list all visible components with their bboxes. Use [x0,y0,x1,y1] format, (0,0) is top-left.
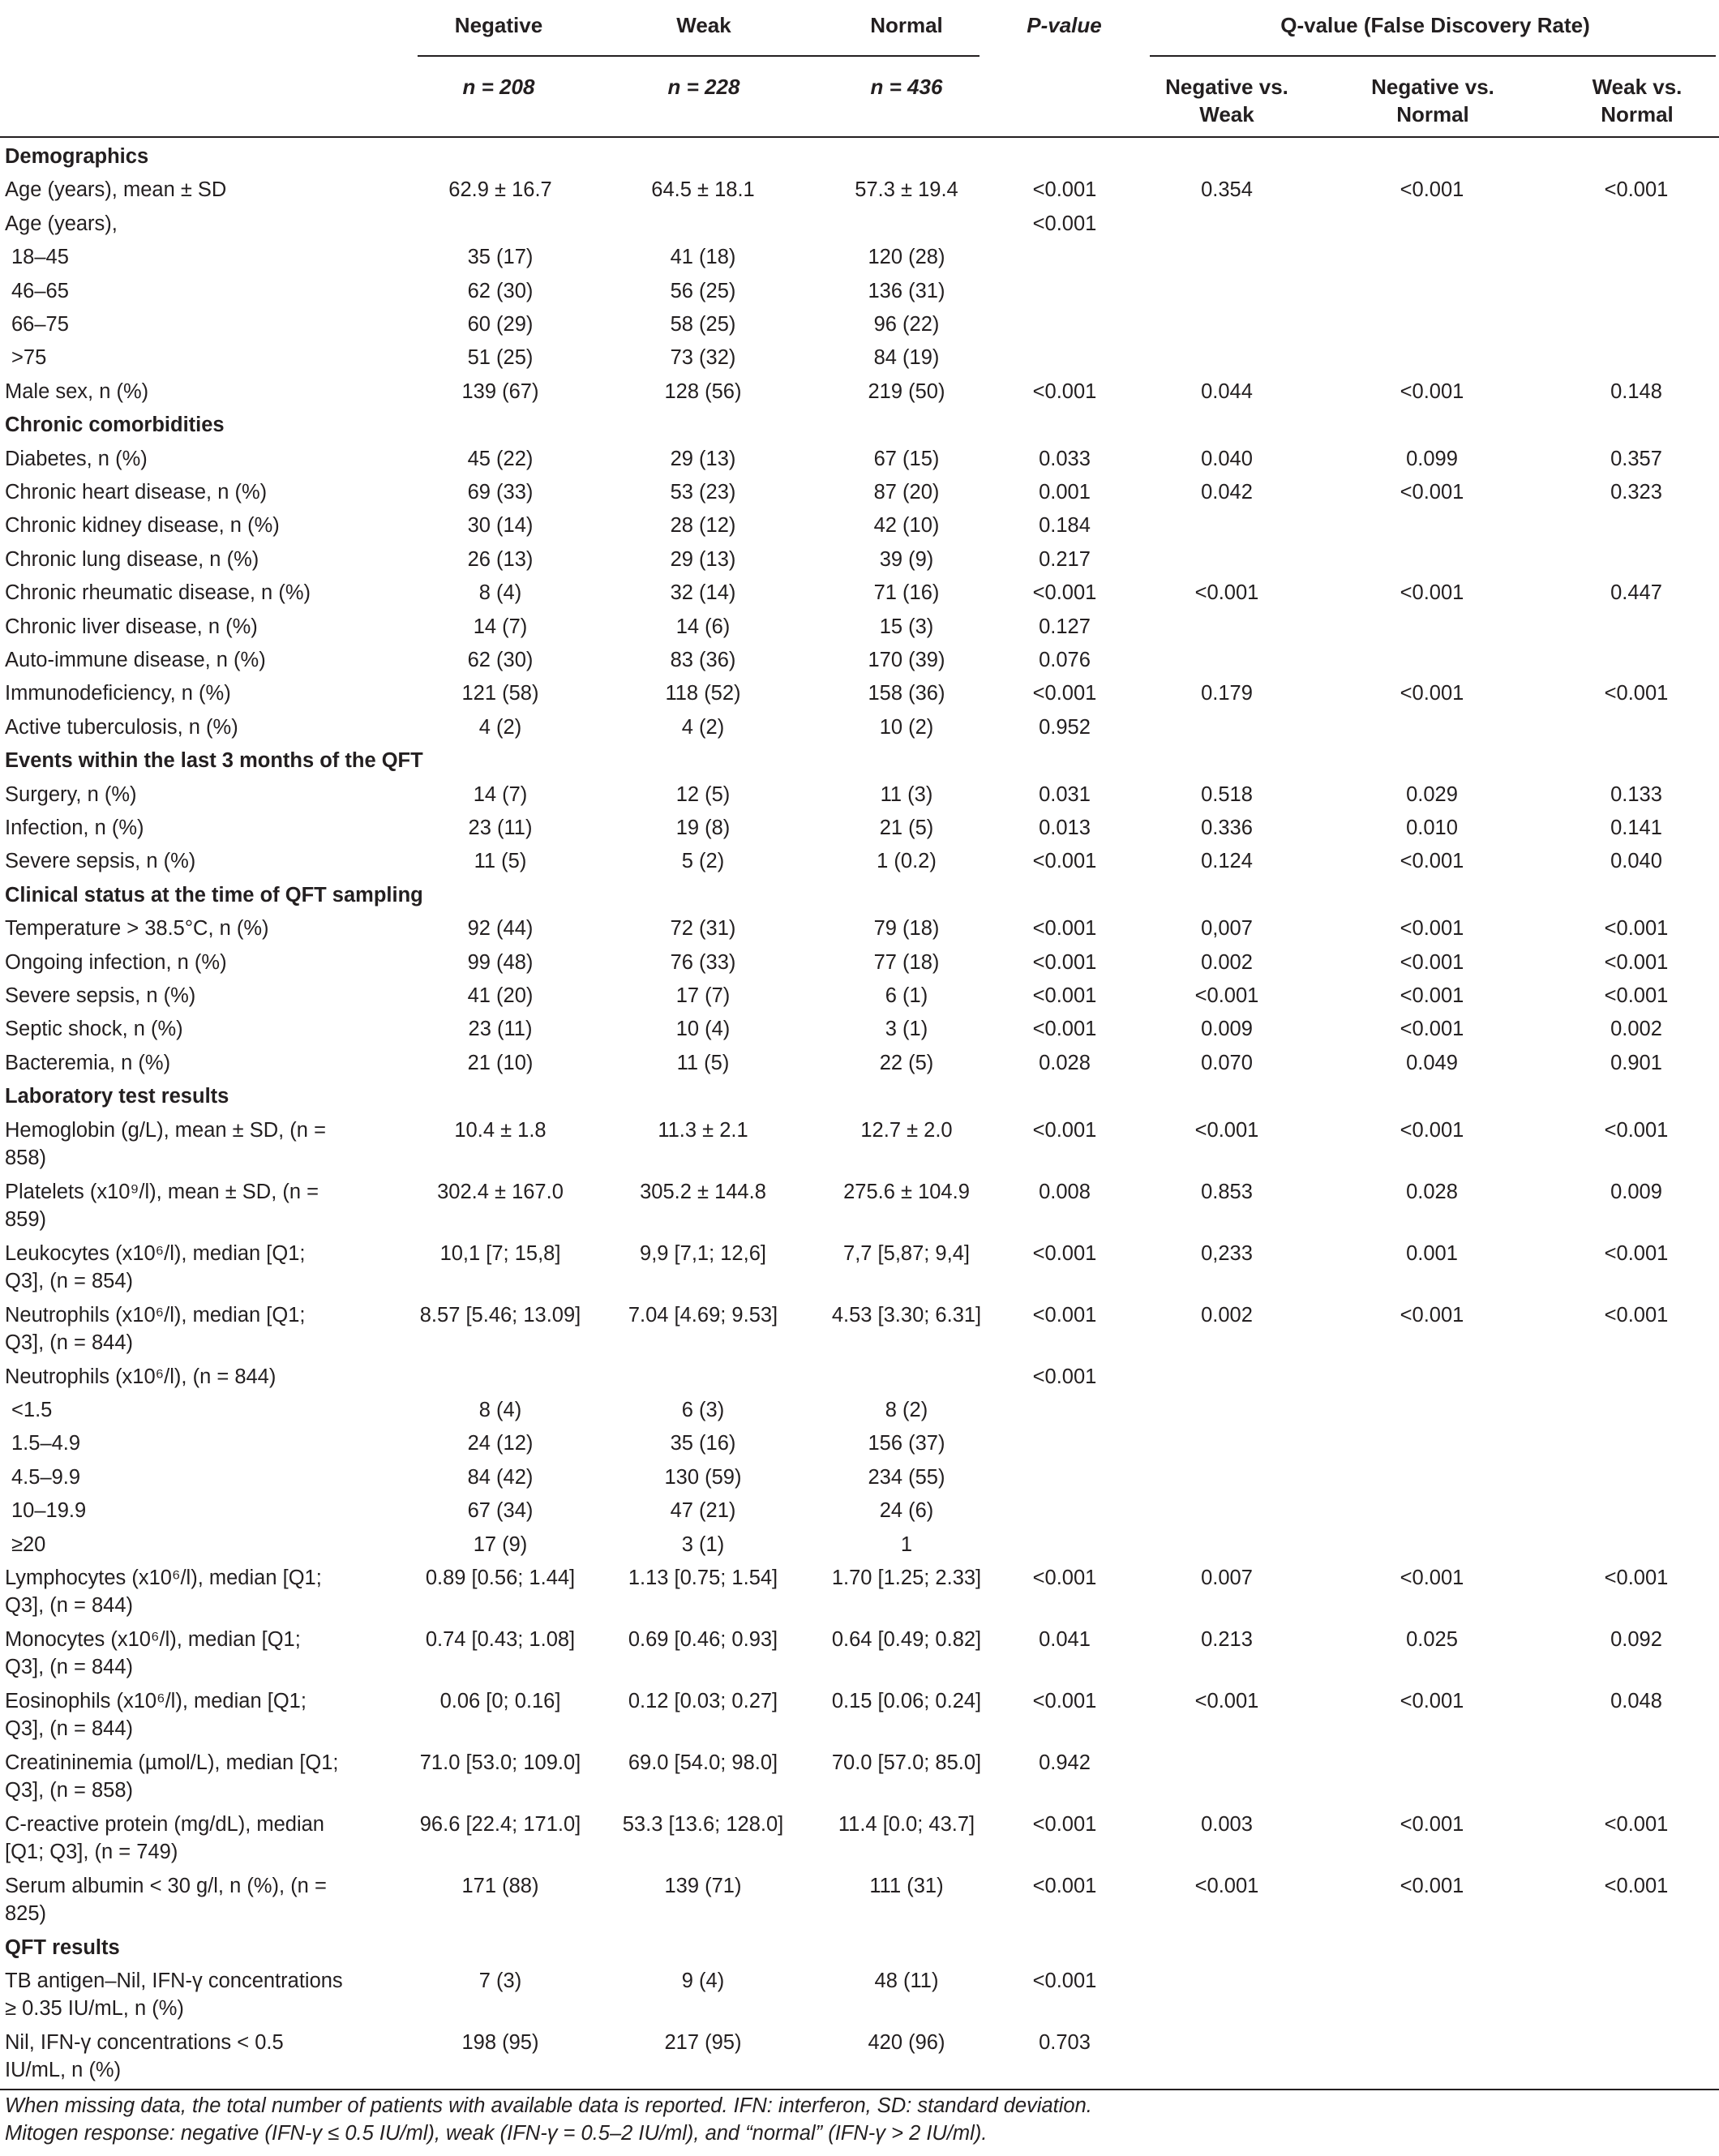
row-label: Platelets (x10⁹/l), mean ± SD, (n = 859) [5,1180,319,1231]
row-label: Diabetes, n (%) [5,447,148,470]
row-label: 4.5–9.9 [11,1465,81,1489]
cell-weak: 83 (36) [670,649,736,671]
cell-p-value: <0.001 [1032,212,1097,235]
cell-normal: 7,7 [5,87; 9,4] [843,1241,970,1265]
cell-weak: 76 (33) [670,950,736,974]
cell-weak: 12 (5) [675,782,731,806]
cell-q-weak-vs-normal: 0.002 [1610,1018,1662,1041]
cell-q-neg-vs-normal: <0.001 [1400,581,1464,605]
cell-q-neg-vs-normal: 0.001 [1406,1241,1458,1265]
section-heading: Demographics [5,145,149,168]
cell-normal: 11 (3) [880,782,933,806]
cell-p-value: <0.001 [1032,917,1097,941]
cell-negative: 4 (2) [478,715,522,739]
row-label: Immunodeficiency, n (%) [5,682,231,705]
cell-q-weak-vs-normal: 0.009 [1610,1180,1662,1203]
cell-negative: 51 (25) [467,346,534,370]
cell-q-neg-vs-weak: 0.042 [1201,481,1253,504]
row-label: Temperature > 38.5°C, n (%) [5,917,269,941]
cell-p-value: <0.001 [1032,850,1097,873]
cell-negative: 41 (20) [467,984,534,1007]
cell-p-value: 0.033 [1039,447,1091,470]
cell-q-neg-vs-weak: 0.044 [1201,379,1253,403]
cell-p-value: 0.001 [1039,481,1091,504]
cell-p-value: <0.001 [1032,682,1097,705]
cell-weak: 35 (16) [670,1432,736,1455]
cell-negative: 8 (4) [478,581,522,605]
count-negative: n = 208 [462,75,535,99]
cell-weak: 64.5 ± 18.1 [651,178,755,202]
cell-p-value: <0.001 [1032,1690,1097,1712]
cell-weak: 41 (18) [670,246,736,269]
row-label: Nil, IFN-γ concentrations < 0.5 IU/mL, n (%) [5,2031,284,2082]
cell-normal: 57.3 ± 19.4 [855,178,958,202]
cell-q-neg-vs-normal: 0.049 [1406,1051,1458,1074]
row-label: Age (years), mean ± SD [5,178,227,202]
cell-negative: 198 (95) [461,2031,539,2055]
cell-q-neg-vs-weak: 0.003 [1201,1813,1253,1836]
cell-q-neg-vs-normal: <0.001 [1400,1813,1464,1836]
cell-weak: 69.0 [54.0; 98.0] [628,1751,778,1774]
row-label: <1.5 [11,1399,53,1421]
cell-weak: 0.69 [0.46; 0.93] [628,1628,778,1651]
cell-p-value: <0.001 [1032,1365,1097,1388]
cell-normal: 1 [900,1532,913,1556]
header-negative: Negative [454,13,543,37]
cell-weak: 58 (25) [670,313,736,336]
cell-q-neg-vs-normal: <0.001 [1400,481,1464,504]
cell-p-value: 0.703 [1039,2031,1091,2055]
cell-q-weak-vs-normal: 0.323 [1610,481,1662,504]
cell-p-value: <0.001 [1032,1018,1097,1041]
cell-normal: 96 (22) [873,313,940,336]
cell-q-neg-vs-normal: <0.001 [1400,1118,1464,1142]
row-label: Neutrophils (x10⁶/l), (n = 844) [5,1365,276,1388]
cell-negative: 8.57 [5.46; 13.09] [419,1303,581,1327]
cell-normal: 170 (39) [868,649,945,671]
cell-normal: 6 (1) [885,984,928,1007]
cell-q-neg-vs-normal: <0.001 [1400,850,1464,873]
cell-weak: 305.2 ± 144.8 [640,1180,766,1203]
row-label: Eosinophils (x10⁶/l), median [Q1; Q3], (n = 844) [5,1690,307,1740]
cell-p-value: 0.942 [1039,1751,1091,1774]
cell-weak: 118 (52) [665,682,741,705]
cell-weak: 28 (12) [670,514,736,538]
cell-q-neg-vs-weak: <0.001 [1194,1875,1259,1897]
cell-p-value: <0.001 [1032,1970,1097,1993]
row-label: ≥20 [11,1532,46,1556]
cell-normal: 120 (28) [868,246,945,269]
cell-weak: 128 (56) [664,379,742,403]
cell-weak: 9 (4) [681,1970,725,1993]
cell-normal: 156 (37) [868,1432,945,1455]
cell-weak: 73 (32) [670,346,736,370]
row-label: Infection, n (%) [5,817,144,839]
cell-q-neg-vs-normal: <0.001 [1400,379,1464,403]
row-label: Bacteremia, n (%) [5,1051,171,1074]
row-label: Chronic rheumatic disease, n (%) [5,581,311,605]
cell-weak: 11 (5) [676,1051,730,1074]
cell-q-neg-vs-weak: 0.040 [1201,447,1253,470]
cell-q-neg-vs-normal: 0.099 [1406,447,1458,470]
cell-q-weak-vs-normal: 0.048 [1610,1690,1662,1712]
cell-q-neg-vs-normal: <0.001 [1400,1303,1464,1327]
header-divider-q [1150,55,1716,57]
cell-normal: 136 (31) [868,279,945,302]
cell-q-neg-vs-weak: 0.518 [1201,782,1253,806]
cell-p-value: 0.008 [1039,1180,1091,1203]
cell-p-value: <0.001 [1032,581,1097,605]
cell-normal: 0.15 [0.06; 0.24] [831,1690,982,1712]
cell-p-value: 0.217 [1039,547,1091,571]
cell-p-value: <0.001 [1032,178,1097,202]
cell-p-value: <0.001 [1032,1567,1097,1589]
cell-q-neg-vs-weak: 0,233 [1201,1241,1253,1265]
cell-q-neg-vs-weak: 0.002 [1201,950,1253,974]
cell-normal: 158 (36) [868,682,945,705]
cell-normal: 67 (15) [873,447,940,470]
row-label: 1.5–4.9 [11,1432,81,1455]
cell-normal: 39 (9) [879,547,934,571]
cell-q-neg-vs-weak: 0.124 [1201,850,1253,873]
cell-q-neg-vs-normal: <0.001 [1400,1875,1464,1897]
cell-normal: 0.64 [0.49; 0.82] [831,1628,982,1651]
row-label: Auto-immune disease, n (%) [5,649,266,671]
cell-q-weak-vs-normal: 0.447 [1610,581,1662,605]
cell-q-neg-vs-weak: 0.007 [1201,1567,1253,1589]
cell-p-value: 0.184 [1039,514,1091,538]
row-label: Severe sepsis, n (%) [5,850,196,873]
row-label: Creatininemia (µmol/L), median [Q1; Q3], (n = 858) [5,1751,339,1802]
section-heading: QFT results [5,1936,120,1959]
cell-p-value: <0.001 [1032,379,1097,403]
cell-p-value: <0.001 [1032,984,1097,1007]
cell-negative: 7 (3) [478,1970,522,1993]
cell-q-weak-vs-normal: <0.001 [1604,950,1669,974]
cell-negative: 302.4 ± 167.0 [437,1180,564,1203]
cell-normal: 21 (5) [879,817,934,839]
cell-p-value: 0.127 [1039,615,1091,638]
cell-p-value: 0.076 [1039,649,1091,671]
cell-negative: 60 (29) [467,313,534,336]
cell-q-neg-vs-weak: <0.001 [1194,984,1259,1007]
cell-weak: 0.12 [0.03; 0.27] [628,1690,778,1712]
cell-q-neg-vs-normal: <0.001 [1400,1018,1464,1041]
cell-q-neg-vs-normal: 0.028 [1406,1180,1458,1203]
cell-q-weak-vs-normal: <0.001 [1604,1241,1669,1265]
row-label: Age (years), [5,212,118,235]
cell-normal: 22 (5) [879,1051,934,1074]
cell-q-weak-vs-normal: <0.001 [1604,1813,1669,1836]
row-label: Monocytes (x10⁶/l), median [Q1; Q3], (n = 844) [5,1628,301,1678]
cell-q-neg-vs-weak: 0.336 [1201,817,1253,839]
cell-weak: 130 (59) [664,1465,742,1489]
row-label: C-reactive protein (mg/dL), median [Q1; Q3], (n = 749) [5,1813,324,1863]
count-weak: n = 228 [667,75,740,99]
cell-q-neg-vs-normal: 0.010 [1406,817,1458,839]
cell-normal: 70.0 [57.0; 85.0] [831,1751,982,1774]
cell-q-neg-vs-weak: 0.009 [1201,1018,1253,1041]
row-label: 10–19.9 [11,1499,87,1523]
cell-q-neg-vs-weak: 0.002 [1201,1303,1253,1327]
cell-weak: 53.3 [13.6; 128.0] [622,1813,784,1836]
cell-weak: 29 (13) [670,447,736,470]
count-normal: n = 436 [870,75,943,99]
cell-negative: 10.4 ± 1.8 [454,1118,547,1142]
cell-weak: 7.04 [4.69; 9.53] [628,1303,778,1327]
cell-q-weak-vs-normal: <0.001 [1604,1303,1669,1327]
cell-normal: 234 (55) [868,1465,945,1489]
cell-q-neg-vs-weak: 0.853 [1201,1180,1253,1203]
cell-q-weak-vs-normal: <0.001 [1604,984,1669,1007]
cell-negative: 171 (88) [461,1875,539,1897]
cell-q-weak-vs-normal: 0.148 [1610,379,1662,403]
cell-p-value: 0.031 [1039,782,1091,806]
cell-negative: 45 (22) [467,447,534,470]
cell-weak: 14 (6) [675,615,731,638]
cell-weak: 9,9 [7,1; 12,6] [640,1241,766,1265]
cell-weak: 10 (4) [675,1018,731,1041]
cell-normal: 11.4 [0.0; 43.7] [838,1813,975,1836]
comparison-negative-vs-weak: Negative vs. Weak [1165,75,1288,126]
cell-negative: 99 (48) [467,950,534,974]
cell-normal: 42 (10) [873,514,940,538]
cell-p-value: 0.041 [1039,1628,1091,1651]
cell-negative: 96.6 [22.4; 171.0] [419,1813,581,1836]
cell-negative: 30 (14) [467,514,534,538]
cell-q-neg-vs-weak: <0.001 [1194,1118,1259,1142]
cell-negative: 35 (17) [467,246,534,269]
row-label: Severe sepsis, n (%) [5,984,196,1007]
cell-normal: 1.70 [1.25; 2.33] [831,1567,982,1589]
cell-negative: 24 (12) [467,1432,534,1455]
cell-normal: 8 (2) [885,1399,928,1421]
cell-q-neg-vs-normal: <0.001 [1400,1690,1464,1712]
cell-negative: 14 (7) [473,615,528,638]
header-normal: Normal [870,13,943,37]
cell-normal: 1 (0.2) [877,850,937,873]
cell-p-value: <0.001 [1032,1875,1097,1897]
cell-negative: 71.0 [53.0; 109.0] [419,1751,581,1774]
cell-q-neg-vs-weak: 0.070 [1201,1051,1253,1074]
header-divider-groups [418,55,980,57]
row-label: Chronic kidney disease, n (%) [5,514,280,538]
cell-normal: 79 (18) [873,917,940,941]
cell-negative: 84 (42) [467,1465,534,1489]
row-label: Hemoglobin (g/L), mean ± SD, (n = 858) [5,1118,326,1169]
cell-negative: 62 (30) [467,649,534,671]
cell-weak: 1.13 [0.75; 1.54] [628,1567,778,1589]
cell-normal: 84 (19) [873,346,940,370]
cell-q-neg-vs-normal: <0.001 [1400,950,1464,974]
cell-q-weak-vs-normal: 0.901 [1610,1051,1662,1074]
section-heading: Chronic comorbidities [5,414,225,437]
row-label: Male sex, n (%) [5,379,149,403]
row-label: Ongoing infection, n (%) [5,950,227,974]
cell-normal: 48 (11) [874,1970,939,1993]
cell-weak: 6 (3) [681,1399,725,1421]
cell-p-value: 0.028 [1039,1051,1091,1074]
cell-q-neg-vs-normal: <0.001 [1400,1567,1464,1589]
cell-q-weak-vs-normal: 0.040 [1610,850,1662,873]
comparison-weak-vs-normal: Weak vs. Normal [1592,75,1683,126]
cell-q-weak-vs-normal: 0.133 [1610,782,1662,806]
cell-negative: 23 (11) [468,817,533,839]
cell-negative: 11 (5) [474,850,527,873]
row-label: Chronic heart disease, n (%) [5,481,268,504]
cell-weak: 17 (7) [675,984,731,1007]
cell-p-value: <0.001 [1032,1813,1097,1836]
cell-weak: 139 (71) [664,1875,742,1897]
cell-negative: 0.06 [0; 0.16] [439,1690,561,1712]
header-p-value: P-value [1027,13,1102,37]
cell-negative: 69 (33) [467,481,534,504]
cell-negative: 21 (10) [467,1051,534,1074]
cell-negative: 26 (13) [467,547,534,571]
cell-weak: 5 (2) [681,850,725,873]
cell-q-weak-vs-normal: <0.001 [1604,1118,1669,1142]
table-footnote [5,2092,1708,2147]
cell-normal: 111 (31) [869,1875,944,1897]
cell-normal: 87 (20) [873,481,940,504]
cell-normal: 71 (16) [873,581,940,605]
header-bottom-rule [0,136,1719,138]
cell-negative: 17 (9) [473,1532,528,1556]
cell-weak: 32 (14) [670,581,736,605]
cell-normal: 12.7 ± 2.0 [860,1118,953,1142]
section-heading: Laboratory test results [5,1085,229,1108]
header-q-value: Q-value (False Discovery Rate) [1280,13,1590,37]
header-weak: Weak [676,13,731,37]
cell-q-neg-vs-weak: 0.179 [1201,682,1253,705]
cell-q-neg-vs-normal: <0.001 [1400,178,1464,202]
footnote-line: Mitogen response: negative (IFN-γ ≤ 0.5 IU/ml), weak (IFN-γ = 0.5–2 IU/ml), and “normal” (IFN-γ > 2 IU/ml). [5,2122,988,2145]
row-label: Leukocytes (x10⁶/l), median [Q1; Q3], (n = 854) [5,1241,306,1292]
row-label: 46–65 [11,279,69,302]
section-heading: Clinical status at the time of QFT sampling [5,883,423,907]
row-label: Septic shock, n (%) [5,1018,183,1041]
cell-weak: 3 (1) [681,1532,725,1556]
cell-normal: 24 (6) [879,1499,934,1523]
table-bottom-rule [0,2089,1719,2090]
cell-negative: 62.9 ± 16.7 [448,178,552,202]
cell-q-neg-vs-normal: <0.001 [1400,682,1464,705]
comparison-negative-vs-normal: Negative vs. Normal [1371,75,1494,126]
cell-negative: 62 (30) [467,279,534,302]
cell-p-value: <0.001 [1032,950,1097,974]
cell-negative: 0.89 [0.56; 1.44] [425,1567,576,1589]
cell-negative: 67 (34) [467,1499,534,1523]
row-label: 18–45 [11,246,69,269]
cell-q-neg-vs-weak: 0,007 [1201,917,1253,941]
cell-q-weak-vs-normal: <0.001 [1604,682,1669,705]
row-label: Neutrophils (x10⁶/l), median [Q1; Q3], (n = 844) [5,1303,306,1354]
footnote-line: When missing data, the total number of patients with available data is reported. IFN: interferon, SD: standard deviation. [5,2094,1092,2117]
cell-q-weak-vs-normal: 0.092 [1610,1628,1662,1651]
cell-q-neg-vs-normal: 0.025 [1406,1628,1458,1651]
row-label: TB antigen–Nil, IFN-γ concentrations ≥ 0.35 IU/mL, n (%) [5,1970,343,2021]
row-label: Surgery, n (%) [5,782,137,806]
cell-p-value: <0.001 [1032,1118,1097,1142]
row-label: Chronic liver disease, n (%) [5,615,258,638]
row-label: Lymphocytes (x10⁶/l), median [Q1; Q3], (n = 844) [5,1567,322,1617]
cell-q-weak-vs-normal: <0.001 [1604,1875,1669,1897]
cell-p-value: <0.001 [1032,1303,1097,1327]
row-label: 66–75 [11,313,69,336]
cell-weak: 47 (21) [670,1499,736,1523]
cell-q-neg-vs-weak: <0.001 [1194,1690,1259,1712]
cell-q-neg-vs-weak: <0.001 [1194,581,1259,605]
cell-q-weak-vs-normal: <0.001 [1604,178,1669,202]
cell-negative: 92 (44) [467,917,534,941]
row-label: Serum albumin < 30 g/l, n (%), (n = 825) [5,1875,327,1925]
row-label: Chronic lung disease, n (%) [5,547,259,571]
cell-q-weak-vs-normal: 0.357 [1610,447,1662,470]
cell-q-weak-vs-normal: 0.141 [1610,817,1662,839]
cell-p-value: 0.952 [1039,715,1091,739]
cell-normal: 420 (96) [868,2031,945,2055]
cell-normal: 15 (3) [879,615,934,638]
cell-weak: 29 (13) [670,547,736,571]
cell-weak: 4 (2) [681,715,725,739]
cell-normal: 77 (18) [873,950,940,974]
cell-negative: 14 (7) [473,782,528,806]
cell-weak: 72 (31) [670,917,736,941]
cell-p-value: <0.001 [1032,1241,1097,1265]
cell-weak: 19 (8) [675,817,731,839]
cell-normal: 275.6 ± 104.9 [843,1180,970,1203]
row-label: Active tuberculosis, n (%) [5,715,238,739]
cell-q-neg-vs-normal: <0.001 [1400,917,1464,941]
cell-p-value: 0.013 [1039,817,1091,839]
cell-negative: 23 (11) [468,1018,533,1041]
cell-negative: 8 (4) [478,1399,522,1421]
cell-normal: 3 (1) [885,1018,928,1041]
cell-negative: 121 (58) [461,682,539,705]
cell-q-neg-vs-normal: 0.029 [1406,782,1458,806]
cell-weak: 53 (23) [670,481,736,504]
cell-normal: 4.53 [3.30; 6.31] [831,1303,982,1327]
cell-q-weak-vs-normal: <0.001 [1604,917,1669,941]
cell-q-neg-vs-weak: 0.213 [1201,1628,1253,1651]
cell-weak: 56 (25) [670,279,736,302]
cell-q-weak-vs-normal: <0.001 [1604,1567,1669,1589]
section-heading: Events within the last 3 months of the QFT [5,749,423,773]
cell-weak: 11.3 ± 2.1 [658,1118,748,1142]
cell-normal: 10 (2) [879,715,934,739]
cell-negative: 139 (67) [461,379,539,403]
cell-negative: 0.74 [0.43; 1.08] [425,1628,576,1651]
cell-negative: 10,1 [7; 15,8] [439,1241,561,1265]
row-label: >75 [11,346,47,370]
cell-normal: 219 (50) [868,379,945,403]
cell-q-neg-vs-normal: <0.001 [1400,984,1464,1007]
cell-q-neg-vs-weak: 0.354 [1201,178,1253,202]
cell-weak: 217 (95) [664,2031,742,2055]
